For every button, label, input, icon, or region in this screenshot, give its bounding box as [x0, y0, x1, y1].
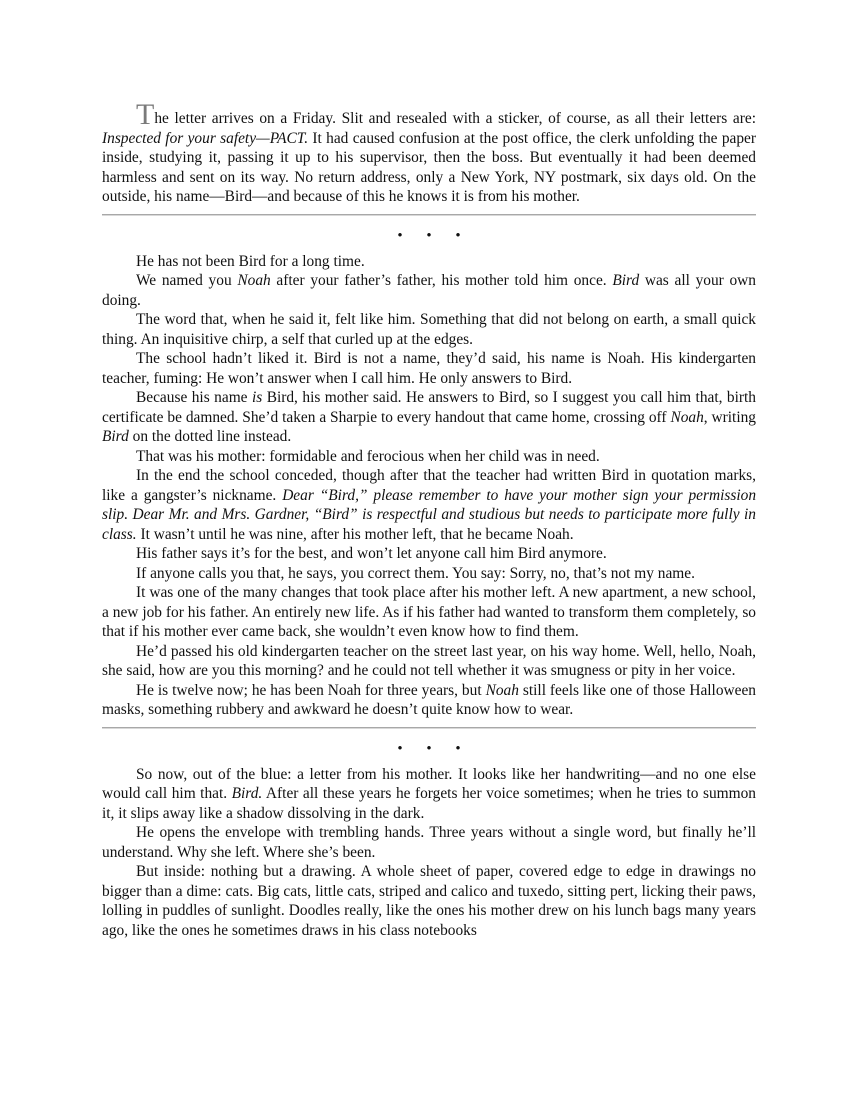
body-paragraph: [102, 642, 756, 681]
italic-text-run: Bird: [102, 428, 129, 445]
text-run: still feels like one of those Halloween masks, something rubbery and awkward he doesn’t quite know how to wear.: [102, 681, 757, 718]
section-divider-rule: [102, 214, 756, 216]
text-run: But inside: nothing but a drawing. A whole sheet of paper, covered edge to edge in drawings no bigger than a dime: cats. Big cats, little cats, striped and calico and tuxedo, sitting pert, licking their paws, lolling in puddles of sunlight. Doodles really, like the ones his mother drew on his lunch bags many years ago, like the ones he sometimes draws in his class notebooks: [102, 863, 756, 939]
text-run: The school hadn’t liked it. Bird is not a name, they’d said, his name is Noah. His kindergarten teacher, fuming: He won’t answer when I call him. He only answers to Bird.: [102, 350, 756, 387]
section-three: [102, 765, 756, 941]
text-run: It was one of the many changes that took place after his mother left. A new apartment, a new school, a new job for his father. An entirely new life. As if his father had wanted to transform them completely, so that if his mother ever came back, she wouldn’t even know how to find them.: [102, 584, 756, 640]
italic-text-run: Bird: [612, 272, 640, 289]
section-divider-rule: [102, 727, 756, 729]
italic-text-run: Inspected for your safety—PACT.: [102, 129, 309, 147]
text-run: He opens the envelope with trembling hands. Three years without a single word, but finally he’ll understand. Why she left. Where she’s been.: [102, 824, 756, 861]
text-run: Bird, his mother said. He answers to Bird, so I suggest you call him that, birth certificate be damned. She’d taken a Sharpie to every handout that came home, crossing off: [102, 389, 757, 426]
body-paragraph: [102, 466, 756, 544]
text-run: In the end the school conceded, though after that the teacher had written Bird in quotation marks, like a gangster’s nickname.: [102, 467, 756, 504]
body-paragraph: [102, 310, 756, 349]
body-paragraph: [102, 823, 756, 862]
text-run: Because his name: [136, 389, 252, 406]
body-paragraph: [102, 447, 756, 467]
body-paragraph: [102, 583, 756, 642]
text-run: We named you: [136, 272, 238, 289]
text-run: on the dotted line instead.: [128, 428, 292, 445]
text-run: That was his mother: formidable and ferocious when her child was in need.: [136, 447, 600, 465]
text-run: So now, out of the blue: a letter from his mother. It looks like her handwriting—and no one else would call him that.: [102, 765, 756, 802]
italic-text-run: is: [251, 389, 263, 406]
document-page: [102, 98, 757, 940]
text-run: It wasn’t until he was nine, after his mother left, that he became Noah.: [136, 525, 574, 543]
text-run: was all your own doing.: [102, 272, 756, 309]
body-paragraph: [102, 564, 756, 584]
opening-paragraph: [102, 98, 756, 207]
body-paragraph: [102, 271, 756, 310]
body-paragraph: [102, 544, 756, 564]
section-two: [102, 252, 756, 720]
drop-cap: T: [136, 98, 155, 131]
body-paragraph: [102, 388, 756, 447]
section-break-ornament: • • •: [397, 740, 471, 757]
body-paragraph: [102, 252, 756, 272]
body-paragraph: [102, 862, 756, 940]
text-run: , writing: [703, 408, 757, 426]
body-paragraph: [102, 765, 756, 824]
body-paragraph: [102, 681, 756, 720]
italic-text-run: Noah: [237, 272, 271, 289]
body-paragraph: [102, 349, 756, 388]
italic-text-run: Noah: [485, 681, 519, 699]
text-run: It had caused confusion at the post office, the clerk unfolding the paper inside, studying it, passing it up to his supervisor, then the boss. But eventually it had been deemed harmless and sent on its way. No return address, only a New York, NY postmark, six days old. On the outside, his name—Bird—and because of this he knows it is from his mother.: [102, 129, 756, 205]
text-run: The word that, when he said it, felt like him. Something that did not belong on earth, a small quick thing. An inquisitive chirp, a self that curled up at the edges.: [102, 311, 756, 348]
italic-text-run: Bird.: [231, 785, 263, 802]
text-run: His father says it’s for the best, and won’t let anyone call him Bird anymore.: [136, 545, 607, 562]
text-run: He is twelve now; he has been Noah for three years, but: [136, 681, 486, 699]
section-break-ornament: • • •: [397, 227, 471, 244]
text-run: After all these years he forgets her voice sometimes; when he tries to summon it, it slips away like a shadow dissolving in the dark.: [102, 785, 756, 822]
text-run: He’d passed his old kindergarten teacher on the street last year, on his way home. Well, hello, Noah, she said, how are you this morning? and he could not tell whether it was smugness or pity in her voice.: [102, 642, 756, 679]
italic-text-run: Dear “Bird,” please remember to have your mother sign your permission slip. Dear Mr. and Mrs. Gardner, “Bird” is respectful and studious but needs to participate more fully in class.: [102, 486, 757, 543]
opening-paragraph-body: [102, 110, 756, 205]
text-run: He has not been Bird for a long time.: [136, 252, 365, 270]
italic-text-run: Noah: [670, 408, 704, 426]
text-run: he letter arrives on a Friday. Slit and resealed with a sticker, of course, as all their letters are:: [154, 110, 756, 127]
text-run: after your father’s father, his mother told him once.: [270, 272, 613, 289]
text-run: If anyone calls you that, he says, you correct them. You say: Sorry, no, that’s not my name.: [136, 564, 695, 582]
